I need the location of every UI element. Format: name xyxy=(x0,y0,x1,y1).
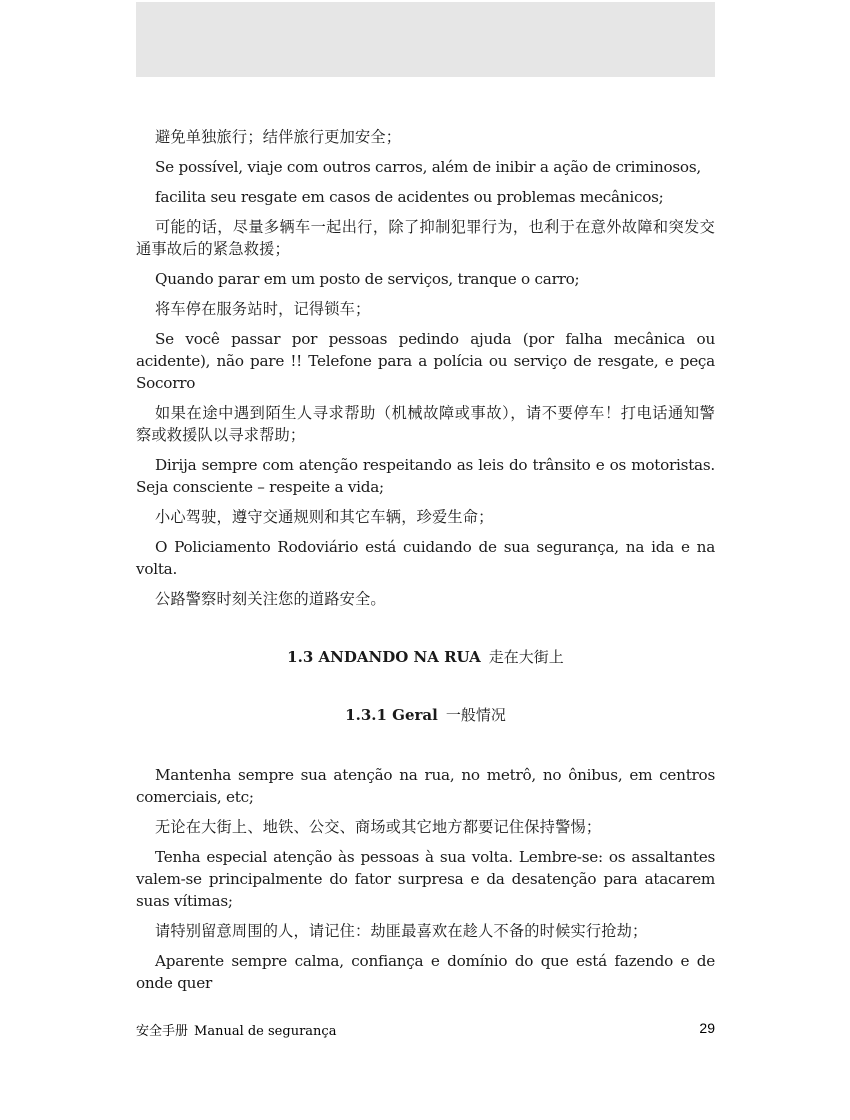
paragraph: Mantenha sempre sua atenção na rua, no metrô, no ônibus, em centros comerciais, etc; xyxy=(136,766,715,806)
section-title-zh: 走在大街上 xyxy=(488,648,564,666)
paragraph: 请特别留意周围的人，请记住：劫匪最喜欢在趁人不备的时候实行抢劫； xyxy=(155,922,648,940)
paragraph: 将车停在服务站时，记得锁车； xyxy=(155,300,371,318)
header-placeholder-box xyxy=(136,2,715,77)
paragraph: Se possível, viaje com outros carros, além de inibir a ação de criminosos, xyxy=(155,158,701,176)
footer-title xyxy=(136,1020,336,1039)
paragraph: O Policiamento Rodoviário está cuidando de sua segurança, na ida e na volta. xyxy=(136,538,715,578)
page-number: 29 xyxy=(699,1020,715,1036)
paragraph: 避免单独旅行；结伴旅行更加安全； xyxy=(155,128,402,146)
section-title: 1.3 ANDANDO NA RUA xyxy=(287,648,481,666)
paragraph: 如果在途中遇到陌生人寻求帮助（机械故障或事故），请不要停车！打电话通知警察或救援队以寻求帮助； xyxy=(136,404,715,444)
paragraph: Aparente sempre calma, confiança e domínio do que está fazendo e de onde quer xyxy=(136,952,715,992)
footer-title-pt: Manual de segurança xyxy=(194,1024,337,1039)
footer-title-zh: 安全手册 xyxy=(136,1024,189,1039)
paragraph: Quando parar em um posto de serviços, tranque o carro; xyxy=(155,270,580,288)
subsection-title-zh: 一般情况 xyxy=(445,706,506,724)
paragraph: 公路警察时刻关注您的道路安全。 xyxy=(155,590,386,608)
paragraph: Tenha especial atenção às pessoas à sua volta. Lembre-se: os assaltantes valem-se principalmente do fator surpresa e da desatenção para atacarem suas vítimas; xyxy=(136,848,715,910)
paragraph: 无论在大街上、地铁、公交、商场或其它地方都要记住保持警惕； xyxy=(155,818,602,836)
paragraph: 小心驾驶，遵守交通规则和其它车辆，珍爱生命； xyxy=(155,508,494,526)
page-content xyxy=(136,126,715,1002)
paragraph: Dirija sempre com atenção respeitando as leis do trânsito e os motoristas. Seja consciente – respeite a vida; xyxy=(136,456,715,496)
subsection-title: 1.3.1 Geral xyxy=(345,706,438,724)
paragraph: 可能的话，尽量多辆车一起出行，除了抑制犯罪行为，也利于在意外故障和突发交通事故后的紧急救援； xyxy=(136,218,715,258)
subsection-heading xyxy=(136,704,715,726)
paragraph: facilita seu resgate em casos de acidentes ou problemas mecânicos; xyxy=(155,188,664,206)
paragraph: Se você passar por pessoas pedindo ajuda (por falha mecânica ou acidente), não pare !! Telefone para a polícia ou serviço de resgate, e peça Socorro xyxy=(136,330,715,392)
section-heading xyxy=(136,646,715,668)
page-footer xyxy=(136,1020,715,1042)
